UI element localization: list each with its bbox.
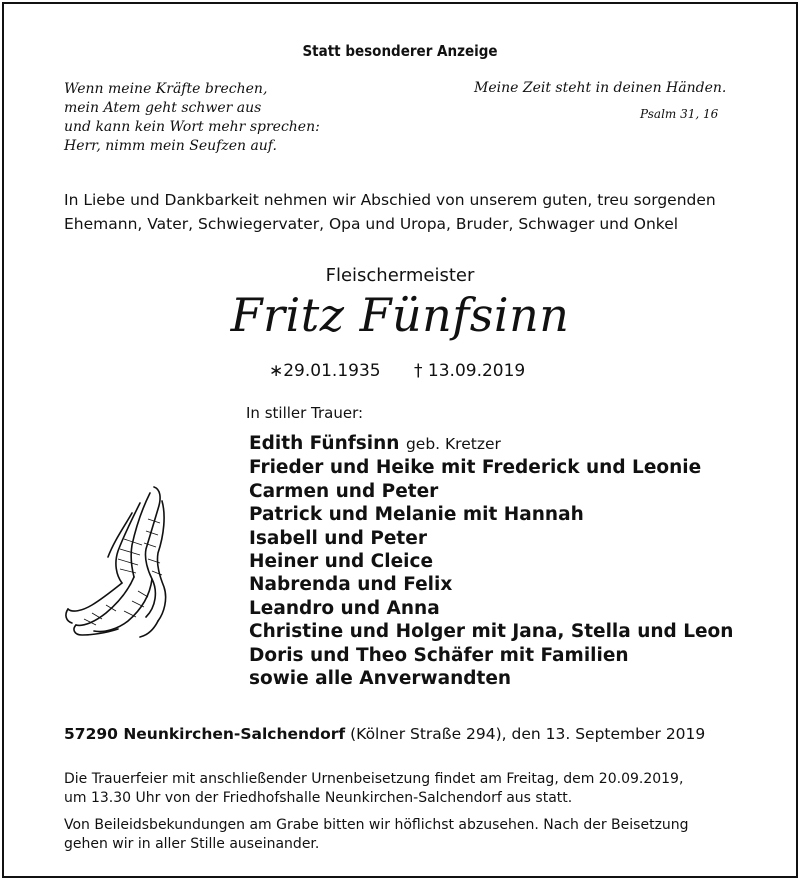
deceased-title: Fleischermeister (325, 265, 475, 286)
family-member: Patrick und Melanie mit Hannah (249, 504, 584, 526)
condolence-note (64, 816, 689, 853)
intro-line: Ehemann, Vater, Schwiegervater, Opa und Uropa, Bruder, Schwager und Onkel (64, 215, 679, 233)
life-dates (269, 361, 553, 381)
family-member (249, 432, 733, 456)
praying-hands-icon (62, 479, 192, 639)
ceremony-note-line: um 13.30 Uhr von der Friedhofshalle Neunkirchen-Salchendorf aus statt. (64, 789, 573, 806)
family-member: Christine und Holger mit Jana, Stella und Leon (249, 621, 734, 643)
ceremony-note-line: Die Trauerfeier mit anschließender Urnenbeisetzung findet am Freitag, dem 20.09.2019, (64, 771, 684, 787)
condolence-note-line: gehen wir in aller Stille auseinander. (64, 835, 320, 852)
family-member-name: Edith Fünfsinn (249, 433, 400, 454)
family-member: Nabrenda und Felix (249, 574, 453, 596)
verse-line: Wenn meine Kräfte brechen, (64, 81, 268, 97)
family-member: sowie alle Anverwandten (249, 668, 512, 690)
psalm-reference: Psalm 31, 16 (640, 107, 719, 121)
address-line (64, 725, 705, 743)
address-rest: (Kölner Straße 294), den 13. September 2019 (350, 725, 706, 743)
family-member: Heiner und Cleice (249, 551, 433, 573)
verse-line: mein Atem geht schwer aus (64, 100, 262, 116)
deceased-name: Fritz Fünfsinn (230, 288, 570, 342)
address-city: 57290 Neunkirchen-Salchendorf (64, 725, 346, 743)
family-member: Leandro und Anna (249, 597, 440, 619)
death-date: † 13.09.2019 (414, 361, 526, 381)
birth-date: ∗29.01.1935 (269, 361, 381, 381)
intro-line: In Liebe und Dankbarkeit nehmen wir Abschied von unserem guten, treu sorgenden (64, 191, 716, 209)
family-member: Frieder und Heike mit Frederick und Leonie (249, 457, 702, 479)
mourning-label: In stiller Trauer: (246, 404, 364, 422)
obituary-notice (2, 2, 798, 878)
condolence-note-line: Von Beileidsbekundungen am Grabe bitten wir höflichst abzusehen. Nach der Beisetzung (64, 817, 689, 833)
family-member-suffix: geb. Kretzer (405, 435, 501, 453)
verse-line: und kann kein Wort mehr sprechen: (64, 119, 320, 135)
notice-header: Statt besonderer Anzeige (302, 42, 498, 60)
verse-line: Herr, nimm mein Seufzen auf. (64, 138, 277, 154)
family-member: Doris und Theo Schäfer mit Familien (249, 644, 629, 666)
verse-block (64, 80, 320, 156)
family-member: Carmen und Peter (249, 480, 439, 502)
family-list (249, 432, 733, 690)
intro-text (64, 188, 716, 236)
family-member: Isabell und Peter (249, 527, 427, 549)
ceremony-note (64, 770, 683, 807)
motto-quote: Meine Zeit steht in deinen Händen. (474, 80, 727, 96)
